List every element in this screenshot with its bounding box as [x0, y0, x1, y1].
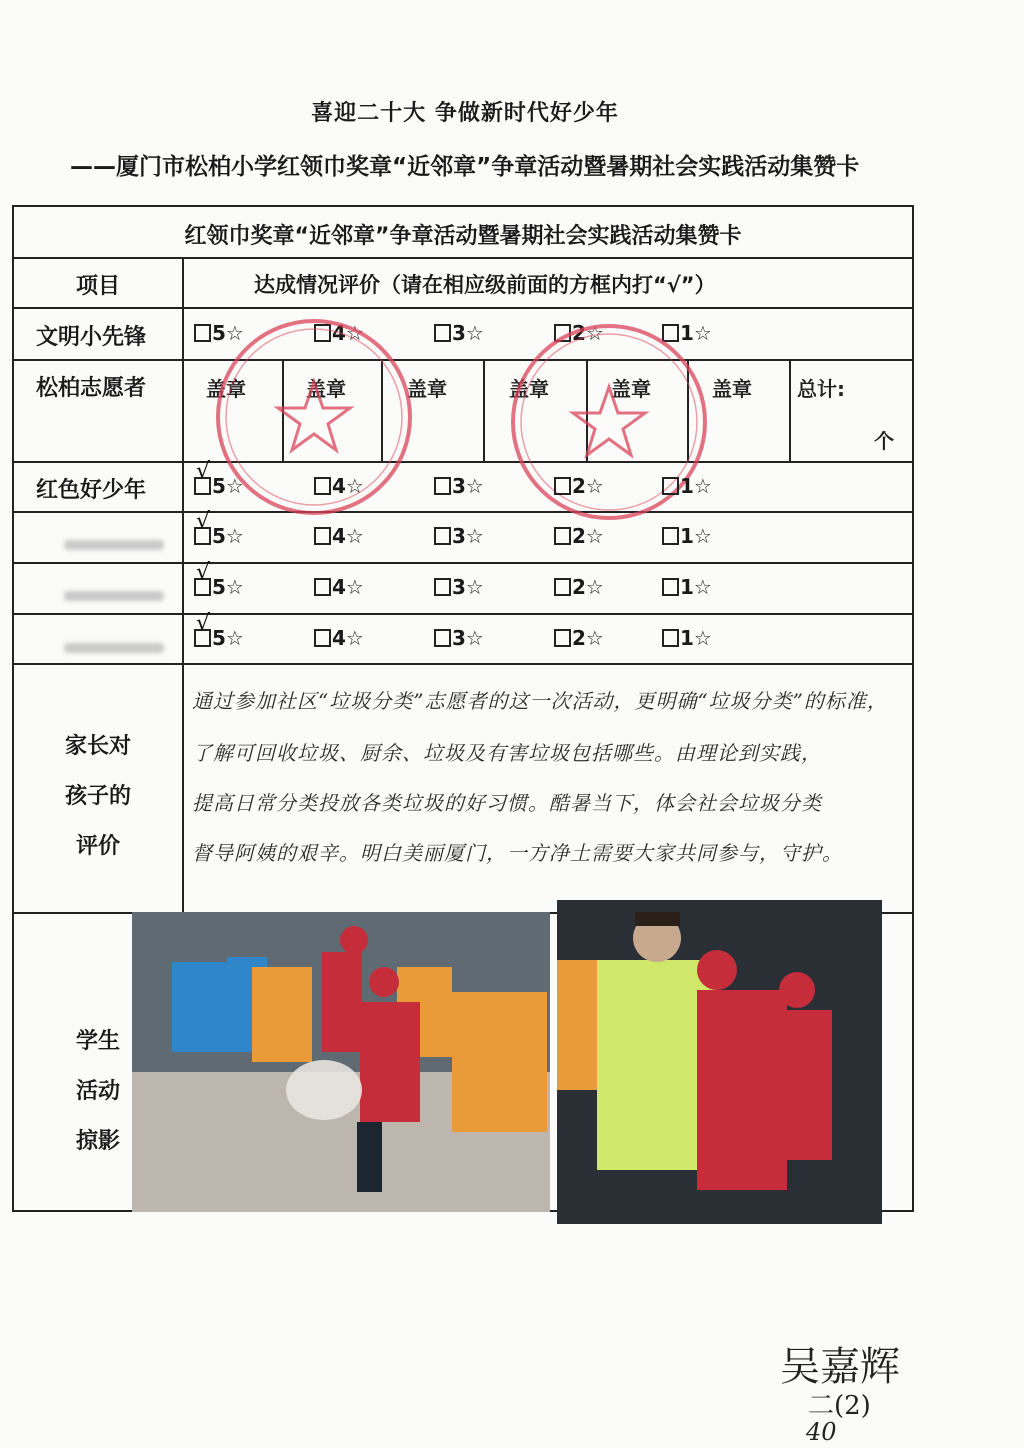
stamp-slot: 盖章	[306, 377, 346, 401]
photos-label: 学生 活动 掠影	[75, 1029, 120, 1154]
rating-option-1[interactable]: 1☆	[662, 474, 712, 498]
divider	[14, 511, 912, 513]
divider	[14, 562, 912, 564]
photo-scene-icon	[132, 912, 550, 1212]
stamp-divider	[483, 359, 485, 461]
activity-photo-2	[557, 900, 882, 1224]
rating-option-2[interactable]: 2☆	[554, 626, 604, 650]
rating-option-5[interactable]: 5☆	[194, 474, 244, 498]
parent-eval-label: 家长对 孩子的 评价	[64, 734, 131, 859]
rating-option-3[interactable]: 3☆	[434, 575, 484, 599]
rating-option-1[interactable]: 1☆	[662, 321, 712, 345]
student-signature: 吴嘉辉	[780, 1344, 900, 1390]
parent-comment-line: 了解可回收垃圾、厨余、垃圾及有害垃圾包括哪些。由理论到实践，	[192, 741, 822, 765]
column-eval-header: 达成情况评价（请在相应级前面的方框内打“√”）	[254, 273, 716, 297]
parent-comment-line: 提高日常分类投放各类垃圾的好习惯。酷暑当下，体会社会垃圾分类	[192, 791, 822, 815]
rating-option-5[interactable]: 5☆	[194, 626, 244, 650]
stamp-divider	[789, 359, 791, 461]
stamp-slot: 盖章	[509, 377, 549, 401]
photo-scene-icon	[557, 900, 882, 1224]
rating-option-1[interactable]: 1☆	[662, 575, 712, 599]
rating-option-3[interactable]: 3☆	[434, 321, 484, 345]
rating-option-3[interactable]: 3☆	[434, 626, 484, 650]
student-number: 40	[806, 1418, 837, 1446]
rating-option-5[interactable]: 5☆	[194, 575, 244, 599]
column-divider	[182, 257, 184, 912]
rating-option-2[interactable]: 2☆	[554, 474, 604, 498]
rating-option-5[interactable]: 5☆	[194, 321, 244, 345]
rating-option-4[interactable]: 4☆	[314, 321, 364, 345]
card-header: 红领巾奖章“近邻章”争章活动暨暑期社会实践活动集赞卡	[184, 224, 742, 249]
row-label-volunteer: 松柏志愿者	[36, 376, 147, 401]
rating-option-4[interactable]: 4☆	[314, 575, 364, 599]
stamp-slot: 盖章	[712, 377, 752, 401]
total-unit: 个	[874, 429, 894, 453]
checkmark-icon: √	[196, 560, 211, 585]
divider	[14, 257, 912, 259]
total-label: 总计:	[797, 377, 845, 401]
rating-option-2[interactable]: 2☆	[554, 575, 604, 599]
redacted-label	[64, 591, 164, 601]
rating-option-4[interactable]: 4☆	[314, 474, 364, 498]
checkmark-icon: √	[196, 459, 211, 484]
checkmark-icon: √	[196, 611, 211, 636]
divider	[14, 359, 912, 361]
divider	[14, 613, 912, 615]
rating-option-2[interactable]: 2☆	[554, 524, 604, 548]
row-label-red-youth: 红色好少年	[36, 478, 147, 503]
rating-option-1[interactable]: 1☆	[662, 626, 712, 650]
stamp-slot: 盖章	[407, 377, 447, 401]
rating-option-1[interactable]: 1☆	[662, 524, 712, 548]
page-title: 喜迎二十大 争做新时代好少年	[311, 101, 619, 126]
rating-option-4[interactable]: 4☆	[314, 524, 364, 548]
parent-comment-line: 通过参加社区“垃圾分类”志愿者的这一次活动，更明确“垃圾分类”的标准，	[192, 689, 888, 713]
checkmark-icon: √	[196, 509, 211, 534]
student-class: 二(2)	[808, 1391, 871, 1421]
divider	[14, 307, 912, 309]
divider	[14, 461, 912, 463]
row-label-civilized: 文明小先锋	[36, 325, 147, 350]
rating-option-2[interactable]: 2☆	[554, 321, 604, 345]
redacted-label	[64, 540, 164, 550]
redacted-label	[64, 643, 164, 653]
parent-comment-line: 督导阿姨的艰辛。明白美丽厦门，一方净土需要大家共同参与，守护。	[192, 841, 843, 865]
rating-option-3[interactable]: 3☆	[434, 474, 484, 498]
stamp-slot: 盖章	[206, 377, 246, 401]
rating-option-3[interactable]: 3☆	[434, 524, 484, 548]
divider	[14, 663, 912, 665]
stamp-slot: 盖章	[611, 377, 651, 401]
activity-photo-1	[132, 912, 550, 1212]
rating-option-4[interactable]: 4☆	[314, 626, 364, 650]
page-subtitle: ——厦门市松柏小学红领巾奖章“近邻章”争章活动暨暑期社会实践活动集赞卡	[70, 154, 860, 180]
rating-option-5[interactable]: 5☆	[194, 524, 244, 548]
column-item-header: 项目	[75, 274, 120, 299]
